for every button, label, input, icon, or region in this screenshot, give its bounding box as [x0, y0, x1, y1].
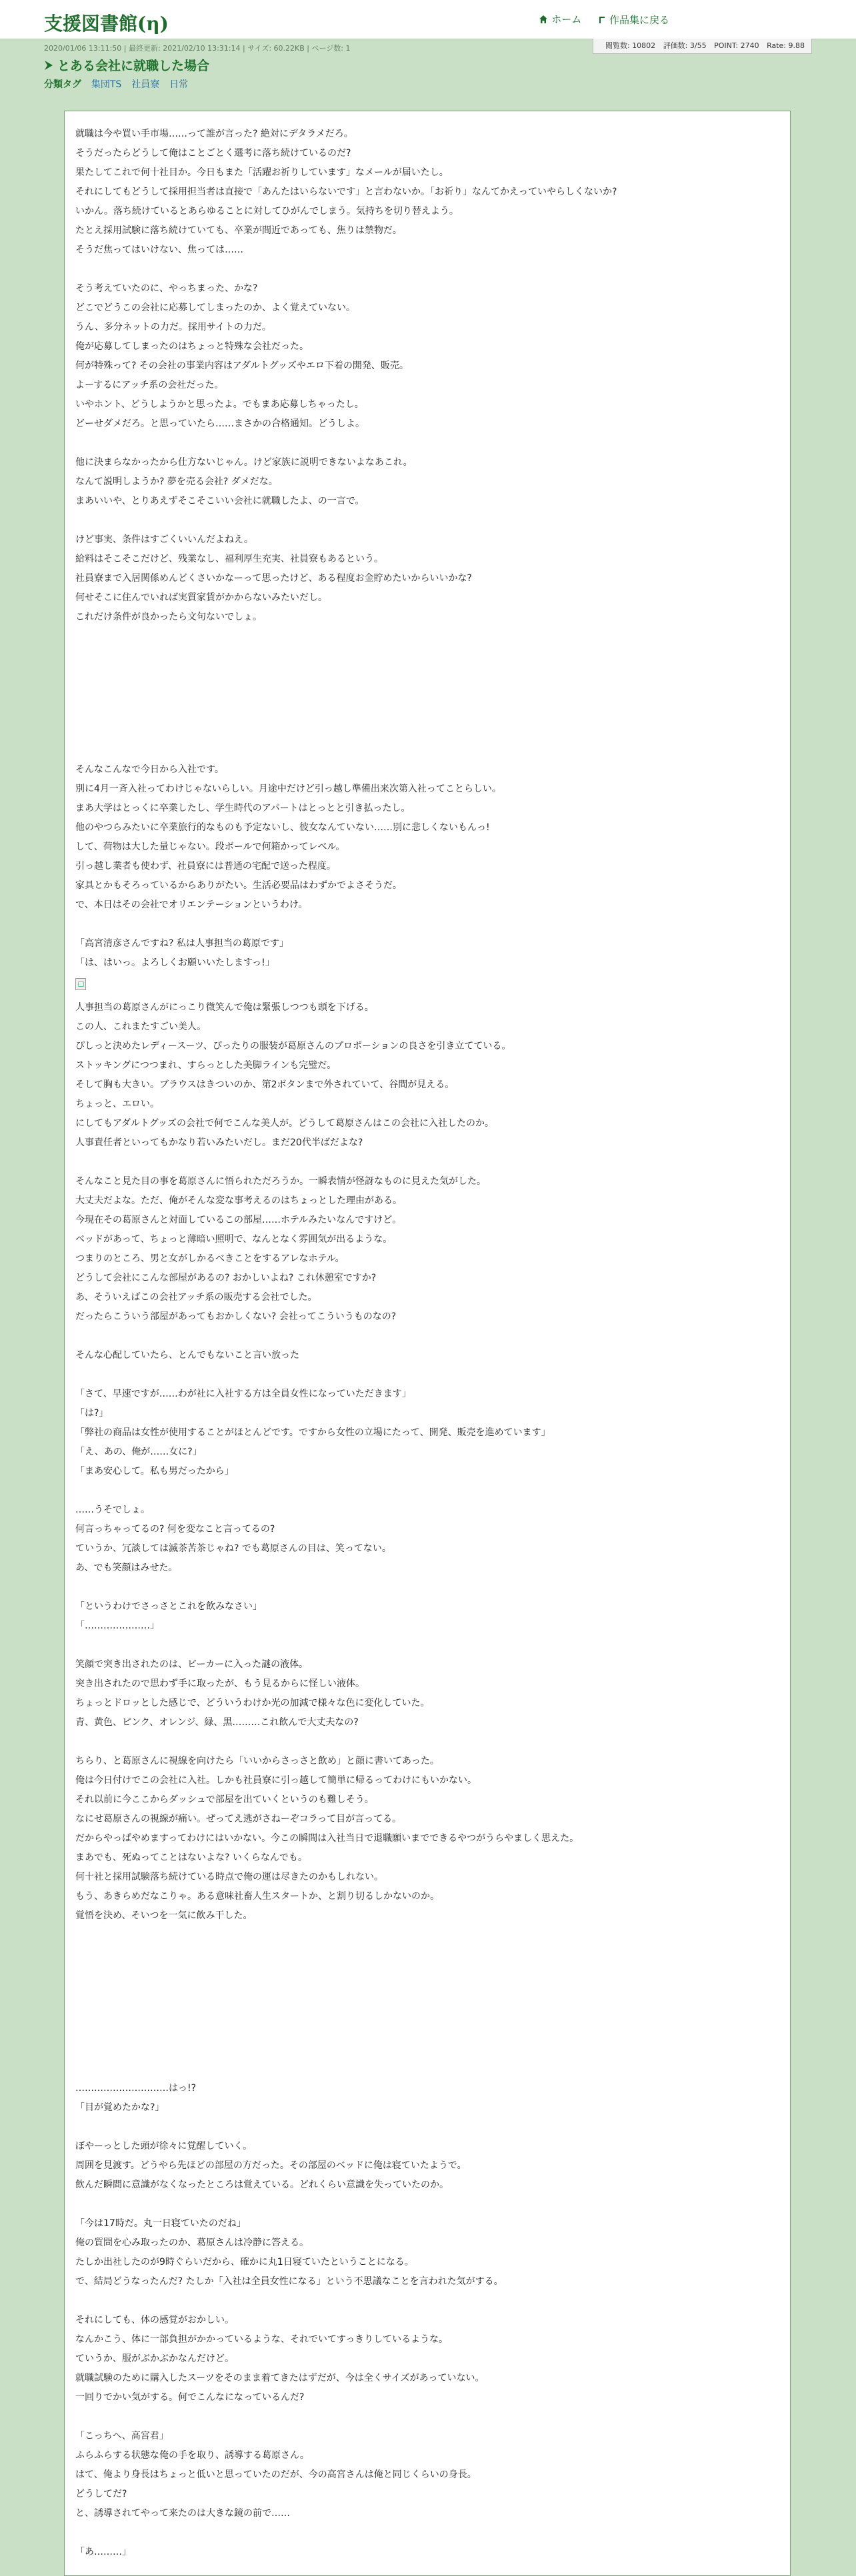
- story-line: 何十社と採用試験落ち続けている時点で俺の運は尽きたのかもしれない。: [75, 1872, 383, 1882]
- story-line: して、荷物は大した量じゃない。段ボールで何箱かってレベル。: [75, 842, 345, 852]
- inline-image: [75, 973, 779, 998]
- rating-count: 評価数: 3/55: [663, 41, 707, 50]
- story-line: もう、あきらめだなこりゃ。ある意味社畜人生スタートか、と割り切るしかないのか。: [75, 1891, 439, 1902]
- blank-line: [75, 2291, 779, 2311]
- story-line: そんなこんなで今日から入社です。: [75, 764, 224, 775]
- story-line: ……うそでしょ。: [75, 1505, 150, 1515]
- story-line: 人事担当の葛原さんがにっこり微笑んで俺は緊張しつつも頭を下げる。: [75, 1002, 374, 1013]
- story-line: で、結局どうなったんだ? たしか「入社は全員女性になる」という不思議なことを言われた気がする。: [75, 2276, 503, 2287]
- story-line: けど事実、条件はすごくいいんだよねえ。: [75, 534, 253, 545]
- blank-line: [75, 2523, 779, 2543]
- blank-line: [75, 1732, 779, 1752]
- story-line: それ以前に今ここからダッシュで部屋を出ていくというのも難しそう。: [75, 1794, 374, 1805]
- story-line: 「というわけでさっさとこれを飲みなさい」: [75, 1601, 262, 1612]
- story-line: にしてもアダルトグッズの会社で何でこんな美人が。どうして葛原さんはこの会社に入社したのか。: [75, 1118, 495, 1129]
- story-body: [64, 111, 791, 2576]
- home-link-label: ホーム: [551, 13, 582, 25]
- blank-line: [75, 1327, 779, 1346]
- story-line: なんかこう、体に一部負担がかかっているような、それでいてすっきりしているような。: [75, 2334, 449, 2345]
- story-line: そんなこと見た目の事を葛原さんに悟られただろうか。一瞬表情が怪訝なものに見えた気がした。: [75, 1176, 486, 1187]
- story-line: 就職は今や買い手市場……って誰が言った? 絶対にデタラメだろ。: [75, 129, 353, 139]
- blank-line: [75, 434, 779, 453]
- story-title-text: とある会社に就職した場合: [57, 59, 210, 73]
- story-line: 他のやつらみたいに卒業旅行的なものも予定ないし、彼女なんていない……別に悲しくないもんっ!: [75, 822, 490, 833]
- story-line: そうだ焦ってはいけない、焦っては……: [75, 245, 243, 255]
- story-line: 何が特殊って? その会社の事業内容はアダルトグッズやエロ下着の開発、販売。: [75, 360, 409, 371]
- story-line: ちょっと、エロい。: [75, 1099, 159, 1109]
- points: POINT: 2740: [714, 41, 759, 50]
- story-line: 引っ越し業者も使わず、社員寮には普通の宅配で送った程度。: [75, 861, 336, 872]
- story-line: 別に4月一斉入社ってわけじゃないらしい。月途中だけど引っ越し準備出来次第入社ってことらしい。: [75, 784, 501, 794]
- story-line: 周囲を見渡す。どうやら先ほどの部屋の方だった。その部屋のベッドに俺は寝ていたようで。: [75, 2160, 467, 2171]
- story-line: 「さて、早速ですが……わが社に入社する方は全員女性になっていただきます」: [75, 1389, 411, 1399]
- story-line: 社員寮まで入居関係めんどくさいかなーって思ったけど、ある程度お金貯めたいからいいかな?: [75, 573, 472, 584]
- story-line: 「は?」: [75, 1408, 109, 1419]
- story-line: だからやっぱやめますってわけにはいかない。今この瞬間は入社当日で退職願いまでできるやつがうらやましく思えた。: [75, 1833, 579, 1844]
- story-line: この人、これまたすごい美人。: [75, 1021, 206, 1032]
- story-line: なにせ葛原さんの視線が痛い。ぜってえ逃がさねーぞコラって目が言ってる。: [75, 1814, 402, 1824]
- site-header: [0, 0, 856, 39]
- story-line: いかん。落ち続けているとあらゆることに対してひがんでしまう。気持ちを切り替えよう。: [75, 206, 459, 217]
- story-line: 「…………………」: [75, 1620, 159, 1631]
- blank-line: [75, 260, 779, 279]
- story-line: 突き出されたので思わず手に取ったが、もう見るからに怪しい液体。: [75, 1678, 365, 1689]
- story-line: 笑顔で突き出されたのは、ビーカーに入った謎の液体。: [75, 1659, 309, 1670]
- story-line: 「こっちへ、高宮君」: [75, 2431, 169, 2441]
- story-line: 今現在その葛原さんと対面しているこの部屋……ホテルみたいなんですけど。: [75, 1215, 402, 1225]
- story-line: よーするにアッチ系の会社だった。: [75, 380, 224, 390]
- story-line: 覚悟を決め、そいつを一気に飲み干した。: [75, 1910, 253, 1921]
- story-line: どうして会社にこんな部屋があるの? おかしいよね? これ休憩室ですか?: [75, 1273, 377, 1283]
- story-line: …………………………はっ!?: [75, 2083, 197, 2094]
- story-title: [44, 56, 209, 74]
- story-line: 家具とかもそろっているからありがたい。生活必要品はわずかでよさそうだ。: [75, 880, 402, 891]
- story-line: そして胸も大きい。ブラウスはきついのか、第2ボタンまで外されていて、谷間が見える。: [75, 1079, 455, 1090]
- back-link-label: 作品集に戻る: [609, 14, 669, 26]
- story-line: 青、黄色、ピンク、オレンジ、緑、黒………これ飲んで大丈夫なの?: [75, 1717, 359, 1728]
- story-line: それにしても、体の感覚がおかしい。: [75, 2315, 234, 2325]
- back-to-works-link[interactable]: [598, 13, 669, 27]
- home-icon: [539, 15, 548, 24]
- story-line: 他に決まらなかったから仕方ないじゃん。けど家族に説明できないよなあこれ。: [75, 457, 413, 468]
- story-line: それにしてもどうして採用担当者は直接で「あんたはいらないです」と言わないか。「お祈り」なんてかえっていやらしくないか?: [75, 187, 617, 197]
- story-line: だったらこういう部屋があってもおかしくない? 会社ってこういうものなの?: [75, 1311, 397, 1322]
- story-line: いやホント、どうしようかと思ったよ。でもまあ応募しちゃったし。: [75, 399, 364, 410]
- story-line: 「は、はいっ。よろしくお願いいたしますっ!」: [75, 958, 275, 968]
- story-line: 俺が応募してしまったのはちょっと特殊な会社だった。: [75, 341, 309, 352]
- tag-list: [44, 77, 188, 91]
- story-line: ちらり、と葛原さんに視線を向けたら「いいからさっさと飲め」と顔に書いてあった。: [75, 1756, 439, 1766]
- views-count: 閲覧数: 10802: [605, 41, 656, 50]
- story-line: ていうか、服がぶかぶかなんだけど。: [75, 2353, 234, 2364]
- story-line: まあでも、死ぬってことはないよな? いくらなんでも。: [75, 1852, 307, 1863]
- story-line: 飲んだ瞬間に意識がなくなったところは覚えている。どれくらい意識を失っていたのか。: [75, 2180, 449, 2190]
- story-line: 「あ………」: [75, 2547, 131, 2557]
- story-line: 「弊社の商品は女性が使用することがほとんどです。ですから女性の立場にたって、開発、販売を進めています」: [75, 1427, 551, 1438]
- blank-line: [75, 915, 779, 934]
- blank-line: [75, 2195, 779, 2214]
- story-line: どーせダメだろ。と思っていたら……まさかの合格通知。どうしよ。: [75, 418, 365, 429]
- story-line: うん、多分ネットの力だ。採用サイトの力だ。: [75, 322, 271, 332]
- story-line: ていうか、冗談しては滅茶苦茶じゃね? でも葛原さんの目は、笑ってない。: [75, 1543, 391, 1554]
- story-line: 「今は17時だ。丸一日寝ていたのだね」: [75, 2218, 246, 2229]
- story-line: ふらふらする状態な俺の手を取り、誘導する葛原さん。: [75, 2450, 309, 2461]
- tag-link[interactable]: 社員寮: [131, 79, 160, 90]
- story-line: 俺の質問を心み取ったのか、葛原さんは冷静に答える。: [75, 2238, 309, 2248]
- story-line: 何せそこに住んでいれば実質家賃がかからないみたいだし。: [75, 592, 327, 603]
- story-line: 果たしてこれで何十社目か。今日もまた「活躍お祈りしています」なメールが届いたし。: [75, 167, 449, 178]
- story-line: 「目が覚めたかな?」: [75, 2102, 165, 2113]
- story-line: そんな心配していたら、とんでもないこと言い放った: [75, 1350, 299, 1361]
- blank-line: [75, 2118, 779, 2137]
- story-line: 「高宮清彦さんですね? 私は人事担当の葛原です」: [75, 938, 289, 949]
- story-line: 一回りでかい気がする。何でこんなになっているんだ?: [75, 2392, 305, 2403]
- story-line: そうだったらどうして俺はことごとく選考に落ち続けているのだ?: [75, 148, 351, 159]
- stats-bar: [593, 39, 812, 54]
- tag-label: 分類タグ: [44, 79, 81, 90]
- blank-line: [75, 1153, 779, 1172]
- story-line: ストッキングにつつまれ、すらっとした美脚ラインも完璧だ。: [75, 1060, 337, 1071]
- rate: Rate: 9.88: [767, 41, 805, 50]
- story-line: これだけ条件が良かったら文句ないでしょ。: [75, 612, 262, 622]
- blank-space: [75, 627, 779, 760]
- chevron-right-icon: [44, 60, 53, 71]
- story-line: 「まあ安心して。私も男だったから」: [75, 1466, 234, 1477]
- tag-link[interactable]: 集団TS: [91, 79, 122, 90]
- story-line: あ、そういえばこの会社アッチ系の販売する会社でした。: [75, 1292, 317, 1303]
- story-line: たしか出社したのが9時ぐらいだから、確かに丸1日寝ていたということになる。: [75, 2257, 414, 2267]
- story-line: なんて説明しようか? 夢を売る会社? ダメだな。: [75, 476, 278, 487]
- story-line: と、誘導されてやって来たのは大きな鏡の前で……: [75, 2508, 290, 2519]
- story-line: 給料はそこそこだけど、残業なし、福利厚生充実、社員寮もあるという。: [75, 554, 383, 564]
- story-line: 「え、あの、俺が……女に?」: [75, 1447, 202, 1457]
- blank-line: [75, 1636, 779, 1655]
- story-line: で、本日はその会社でオリエンテーションというわけ。: [75, 900, 308, 910]
- story-line: 大丈夫だよな。ただ、俺がそんな変な事考えるのはちょっとした理由がある。: [75, 1195, 402, 1206]
- story-line: ぴしっと決めたレディースーツ、ぴったりの服装が葛原さんのプロポーションの良さを引き立てている。: [75, 1041, 511, 1051]
- back-arrow-icon: [598, 16, 606, 24]
- story-line: まあ大学はとっくに卒業したし、学生時代のアパートはとっとと引き払ったし。: [75, 803, 411, 814]
- story-line: どうしてだ?: [75, 2489, 127, 2499]
- story-meta: 2020/01/06 13:11:50 | 最終更新: 2021/02/10 13:31:14 | サイズ: 60.22KB | ページ数: 1: [44, 44, 351, 53]
- blank-line: [75, 1481, 779, 1501]
- story-line: つまりのところ、男と女がしかるべきことをするアレなホテル。: [75, 1253, 345, 1264]
- blank-line: [75, 1578, 779, 1597]
- story-line: 人事責任者といってもかなり若いみたいだし。まだ20代半ばだよな?: [75, 1137, 363, 1148]
- story-line: どこでどうこの会社に応募してしまったのか、よく覚えていない。: [75, 303, 355, 313]
- story-line: たとえ採用試験に落ち続けていても、卒業が間近であっても、焦りは禁物だ。: [75, 225, 402, 236]
- story-line: 就職試験のために購入したスーツをそのまま着てきたはずだが、今は全くサイズがあっていない。: [75, 2373, 485, 2383]
- story-line: ぼやーっとした頭が徐々に覚醒していく。: [75, 2141, 253, 2152]
- blank-space: [75, 1926, 779, 2079]
- story-line: 何言っちゃってるの? 何を変なこと言ってるの?: [75, 1524, 275, 1535]
- blank-line: [75, 2407, 779, 2427]
- site-title[interactable]: 支援図書館(η): [44, 13, 169, 35]
- story-line: まあいいや、とりあえずそこそこいい会社に就職したよ、の一言で。: [75, 496, 365, 506]
- story-line: ちょっとドロッとした感じで、どういうわけか光の加減で様々な色に変化していた。: [75, 1698, 430, 1708]
- top-links: [525, 12, 669, 27]
- tag-link[interactable]: 日常: [169, 79, 189, 90]
- story-line: そう考えていたのに、やっちまった、かな?: [75, 283, 258, 294]
- home-link[interactable]: [539, 12, 581, 26]
- broken-image-icon: [75, 978, 86, 990]
- blank-line: [75, 1365, 779, 1385]
- story-line: ベッドがあって、ちょっと薄暗い照明で、なんとなく雰囲気が出るような。: [75, 1234, 393, 1245]
- story-line: はて、俺より身長はちょっと低いと思っていたのだが、今の高宮さんは俺と同じくらいの身長。: [75, 2469, 477, 2480]
- blank-line: [75, 511, 779, 530]
- story-line: 俺は今日付けでこの会社に入社。しかも社員寮に引っ越して簡単に帰るってわけにもいかない。: [75, 1775, 477, 1786]
- story-line: あ、でも笑顔はみせた。: [75, 1563, 178, 1573]
